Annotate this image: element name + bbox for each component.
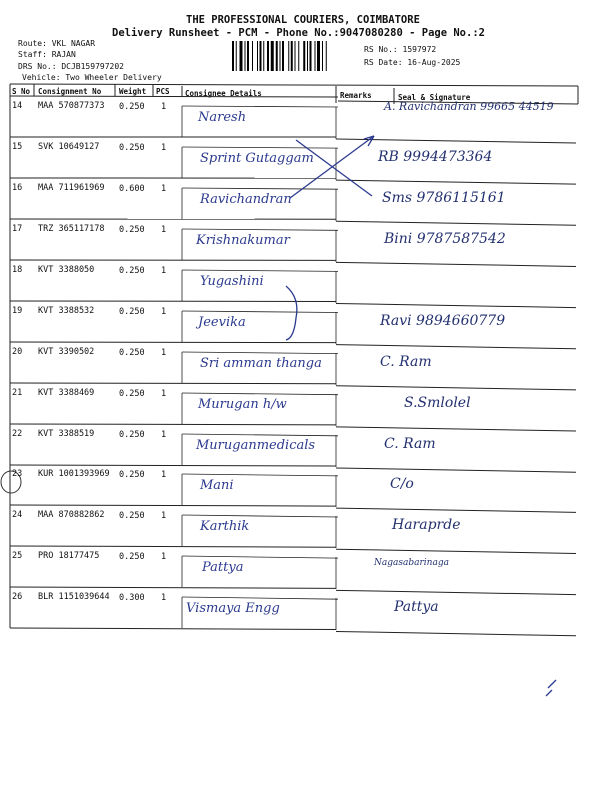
row-pcs: 1 — [161, 511, 167, 521]
row-weight: 0.250 — [119, 389, 145, 399]
row-signature: Haraprde — [392, 517, 461, 533]
row-consignment-no: TRZ 365117178 — [38, 224, 105, 234]
row-pcs: 1 — [161, 225, 167, 235]
row-consignment-no: KVT 3388519 — [38, 429, 95, 439]
row-consignee-name: Jeevika — [198, 315, 246, 330]
col-consignee: Consignee Details — [185, 89, 262, 98]
row-pcs: 1 — [161, 102, 167, 112]
row-weight: 0.250 — [119, 552, 145, 562]
row-consignee-name: Sprint Gutaggam — [200, 151, 314, 166]
row-pcs: 1 — [161, 266, 167, 276]
row-pcs: 1 — [161, 470, 167, 480]
vehicle-label: Vehicle: Two Wheeler Delivery — [22, 73, 162, 82]
row-consignee-name: Krishnakumar — [196, 233, 290, 248]
row-pcs: 1 — [161, 552, 167, 562]
row-sno: 26 — [12, 592, 23, 602]
row-signature: Ravi 9894660779 — [380, 313, 506, 329]
row-weight: 0.600 — [119, 184, 145, 194]
row-pcs: 1 — [161, 389, 167, 399]
row-signature: RB 9994473364 — [378, 149, 493, 165]
row-consignment-no: KVT 3388532 — [38, 306, 95, 316]
row-consignment-no: SVK 10649127 — [38, 142, 100, 152]
row-sno: 19 — [12, 306, 23, 316]
drs-number: DRS No.: DCJB159797202 — [18, 62, 124, 71]
row-weight: 0.250 — [119, 348, 145, 358]
row-consignee-name: Sri amman thanga — [200, 356, 322, 371]
row-weight: 0.250 — [119, 307, 145, 317]
rs-date: RS Date: 16-Aug-2025 — [364, 58, 461, 67]
row-consignee-name: Muruganmedicals — [196, 438, 316, 453]
row-weight: 0.250 — [119, 225, 145, 235]
row-consignee-name: Mani — [200, 478, 234, 493]
row-consignee-name: Murugan h/w — [198, 397, 287, 412]
row-consignee-name: Naresh — [198, 110, 247, 125]
row-sno: 22 — [12, 429, 23, 439]
row-consignment-no: KVT 3388469 — [38, 388, 95, 398]
row-sno: 17 — [12, 224, 23, 234]
col-seal-signature: Seal & Signature — [398, 93, 471, 102]
row-weight: 0.250 — [119, 143, 145, 153]
row-consignee-name: Vismaya Engg — [186, 601, 280, 616]
row-consignee-name: Ravichandran — [200, 192, 292, 207]
row-consignment-no: MAA 870882862 — [38, 510, 105, 520]
row-signature: S.Smlolel — [404, 395, 471, 411]
row-sno: 21 — [12, 388, 23, 398]
row-signature: Sms 9786115161 — [382, 190, 506, 206]
row-sno: 25 — [12, 551, 23, 561]
row-pcs: 1 — [161, 593, 167, 603]
company-title: THE PROFESSIONAL COURIERS, COIMBATORE — [186, 14, 420, 26]
row-signature: Bini 9787587542 — [384, 231, 506, 247]
row-signature: C. Ram — [384, 436, 436, 452]
col-sno: S No — [12, 87, 31, 96]
row-sno: 24 — [12, 510, 23, 520]
row-weight: 0.250 — [119, 511, 145, 521]
route-label: Route: VKL NAGAR — [18, 39, 96, 48]
col-consignment: Consignment No — [38, 87, 102, 96]
col-weight: Weight — [119, 87, 147, 96]
row-consignment-no: MAA 570877373 — [38, 101, 105, 111]
staff-label: Staff: RAJAN — [18, 50, 76, 59]
row-pcs: 1 — [161, 307, 167, 317]
row-signature: A. Ravichandran 99665 44519 — [384, 100, 554, 113]
row-weight: 0.250 — [119, 430, 145, 440]
row-consignment-no: MAA 711961969 — [38, 183, 105, 193]
row-consignment-no: KVT 3388050 — [38, 265, 95, 275]
row-sno: 18 — [12, 265, 23, 275]
row-consignment-no: BLR 1151039644 — [38, 592, 110, 602]
row-pcs: 1 — [161, 348, 167, 358]
row-weight: 0.300 — [119, 593, 145, 603]
row-consignee-name: Yugashini — [200, 274, 264, 289]
row-pcs: 1 — [161, 143, 167, 153]
row-sno: 15 — [12, 142, 23, 152]
row-weight: 0.250 — [119, 470, 145, 480]
row-weight: 0.250 — [119, 266, 145, 276]
runsheet-subtitle: Delivery Runsheet - PCM - Phone No.:9047080280 - Page No.:2 — [112, 27, 485, 39]
row-consignee-name: Karthik — [200, 519, 250, 534]
col-remarks: Remarks — [340, 91, 372, 100]
row-sno: 20 — [12, 347, 23, 357]
col-pcs: PCS — [156, 87, 170, 96]
row-sno: 23 — [12, 469, 23, 479]
row-pcs: 1 — [161, 184, 167, 194]
row-pcs: 1 — [161, 430, 167, 440]
row-signature: C/o — [390, 476, 414, 492]
row-signature: Pattya — [394, 599, 439, 615]
row-weight: 0.250 — [119, 102, 145, 112]
row-sno: 14 — [12, 101, 23, 111]
row-consignment-no: KUR 1001393969 — [38, 469, 110, 479]
row-consignment-no: KVT 3390502 — [38, 347, 95, 357]
row-consignment-no: PRO 18177475 — [38, 551, 100, 561]
row-sno: 16 — [12, 183, 23, 193]
row-signature: Nagasabarinaga — [374, 558, 449, 568]
rs-number: RS No.: 1597972 — [364, 45, 437, 54]
row-consignee-name: Pattya — [202, 560, 244, 575]
row-signature: C. Ram — [380, 354, 432, 370]
